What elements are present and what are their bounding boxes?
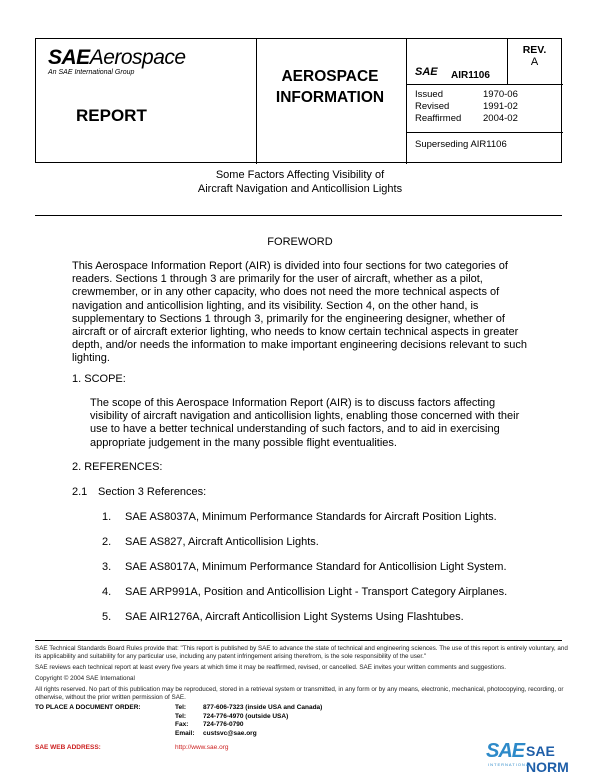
sae-aerospace-logo: SAEAerospace	[48, 46, 186, 69]
document-title: Some Factors Affecting Visibility of Aircraft Navigation and Anticollision Lights	[197, 169, 403, 195]
reference-item: 4. SAE ARP991A, Position and Anticollision Light - Transport Category Airplanes.	[102, 586, 508, 598]
references-heading: 2. REFERENCES:	[72, 461, 163, 473]
superseding-note: Superseding AIR1106	[415, 139, 507, 150]
reference-item: 2. SAE AS827, Aircraft Anticollision Lights.	[102, 536, 319, 548]
foreword-heading: FOREWORD	[267, 236, 333, 248]
document-type: AEROSPACE INFORMATION	[275, 68, 385, 106]
document-number: AIR1106	[451, 70, 490, 81]
reference-item: 1. SAE AS8037A, Minimum Performance Standards for Aircraft Position Lights.	[102, 511, 497, 523]
logo-subtitle: An SAE International Group	[48, 69, 135, 76]
revision-box: REV. A	[522, 44, 547, 68]
web-address-link[interactable]: http://www.sae.org	[175, 744, 229, 751]
title-divider	[35, 215, 562, 216]
web-address-label: SAE WEB ADDRESS:	[35, 744, 101, 751]
footer-notices: SAE Technical Standards Board Rules provide that: "This report is published by SAE to advance the state of technical and engineering sciences. The use of this report is entirely voluntary, and its applicability and suitability for any particular use, including any patent infringement arising therefrom, is the sole responsibility of the user." SAE reviews each technical report at least every five years at which time it may be reaffirmed, revised, or cancelled. SAE invites your written comments and suggestions. Copyright © 2004 SAE International All rights reserved. No part of this publication may be reproduced, stored in a retrieval system or transmitted, in any form or by any means, electronic, mechanical, photocopying, recording, or otherwise, without the prior written permission of SAE.	[35, 645, 568, 701]
report-label: REPORT	[76, 106, 147, 125]
scope-heading: 1. SCOPE:	[72, 373, 126, 385]
sae-norm-watermark: SAE SAE NORM INTERNATIONAL	[486, 740, 569, 775]
email-link: custsvc@sae.org	[203, 729, 257, 737]
document-page: SAEAerospace An SAE International Group REPORT AEROSPACE INFORMATION SAE AIR1106 REV. A Issued 1970-06 Revised 1991-02 Reaffirmed 2004-02 Superseding AIR1106 Some Factors Affecting Visibility of Aircraft Navigation and Anticollision Lights FOREWORD This Aerospace Information Report (AIR) is divided into four sections for two categories of readers. Sections 1 through 3 are primarily for the user of aircraft, whether as a pilot, crewmember, or in any other capacity, who does not need the more technical aspects of navigation and anticollision lighting, and its visibility. Section 4, on the other hand, is supplementary to Sections 1 through 3, primarily for the engineering designer, whether of aircraft or of aircraft exterior lighting, who needs to know certain technical aspects in greater depth, and/or needs the information to make important engineering decisions relevant to such lighting. 1. SCOPE: The scope of this Aerospace Information Report (AIR) is to discuss factors affecting visibility of aircraft navigation and anticollision lights, enabling those concerned with their use to have a better technical understanding of such factors, and to aid in exercising appropriate judgement in the many possible flight eventualities. 2. REFERENCES: 2.1 Section 3 References: 1. SAE AS8037A, Minimum Performance Standards for Aircraft Position Lights. 2. SAE AS827, Aircraft Anticollision Lights. 3. SAE AS8017A, Minimum Performance Standard for Anticollision Light System. 4. SAE ARP991A, Position and Anticollision Light - Transport Category Airplanes. 5. SAE AIR1276A, Aircraft Anticollision Light Systems Using Flashtubes. SAE Technical Standards Board Rules provide that: "This report is published by SAE to advance the state of technical and engineering sciences. The use of this report is entirely voluntary, and its applicability and suitability for any particular use, including any patent infringement arising therefrom, is the sole responsibility of the user." SAE reviews each technical report at least every five years at which time it may be reaffirmed, revised, or cancelled. SAE invites your written comments and suggestions. Copyright © 2004 SAE International All rights reserved. No part of this publication may be reproduced, stored in a retrieval system or transmitted, in any form or by any means, electronic, mechanical, photocopying, recording, or otherwise, without the prior written permission of SAE. TO PLACE A DOCUMENT ORDER: Tel: 877-606-7323 (inside USA and Canada) Tel: 724-776-4970 (outside USA) Fax: 724-776-0790 Email: custsvc@sae.org SAE WEB ADDRESS: http://www.sae.org SAE SAE NORM INTERNATIONAL	[0, 0, 600, 776]
reference-item: 5. SAE AIR1276A, Aircraft Anticollision Light Systems Using Flashtubes.	[102, 611, 464, 623]
reference-item: 3. SAE AS8017A, Minimum Performance Standard for Anticollision Light System.	[102, 561, 507, 573]
sae-mark: SAE	[415, 66, 438, 78]
footer-divider	[35, 640, 562, 641]
references-subheading: 2.1 Section 3 References:	[72, 486, 207, 498]
document-dates: Issued 1970-06 Revised 1991-02 Reaffirmed 2004-02	[415, 89, 518, 124]
scope-text: The scope of this Aerospace Information Report (AIR) is to discuss factors affecting visibility of aircraft navigation and anticollision lights, enabling those concerned with their use to have a better technical understanding of such factors, and to aid in exercising appropriate judgement in the many possible flight eventualities.	[90, 397, 520, 449]
foreword-text: This Aerospace Information Report (AIR) is divided into four sections for two categories of readers. Sections 1 through 3 are primarily for the user of aircraft, whether as a pilot, crewmember, or in any other capacity, who does not need the more technical aspects of navigation and anticollision lighting, and its visibility. Section 4, on the other hand, is supplementary to Sections 1 through 3, primarily for the engineering designer, whether of aircraft or of aircraft exterior lighting, who needs to know certain technical aspects in greater depth, and/or needs the information to make important engineering decisions relevant to such lighting.	[72, 260, 527, 365]
